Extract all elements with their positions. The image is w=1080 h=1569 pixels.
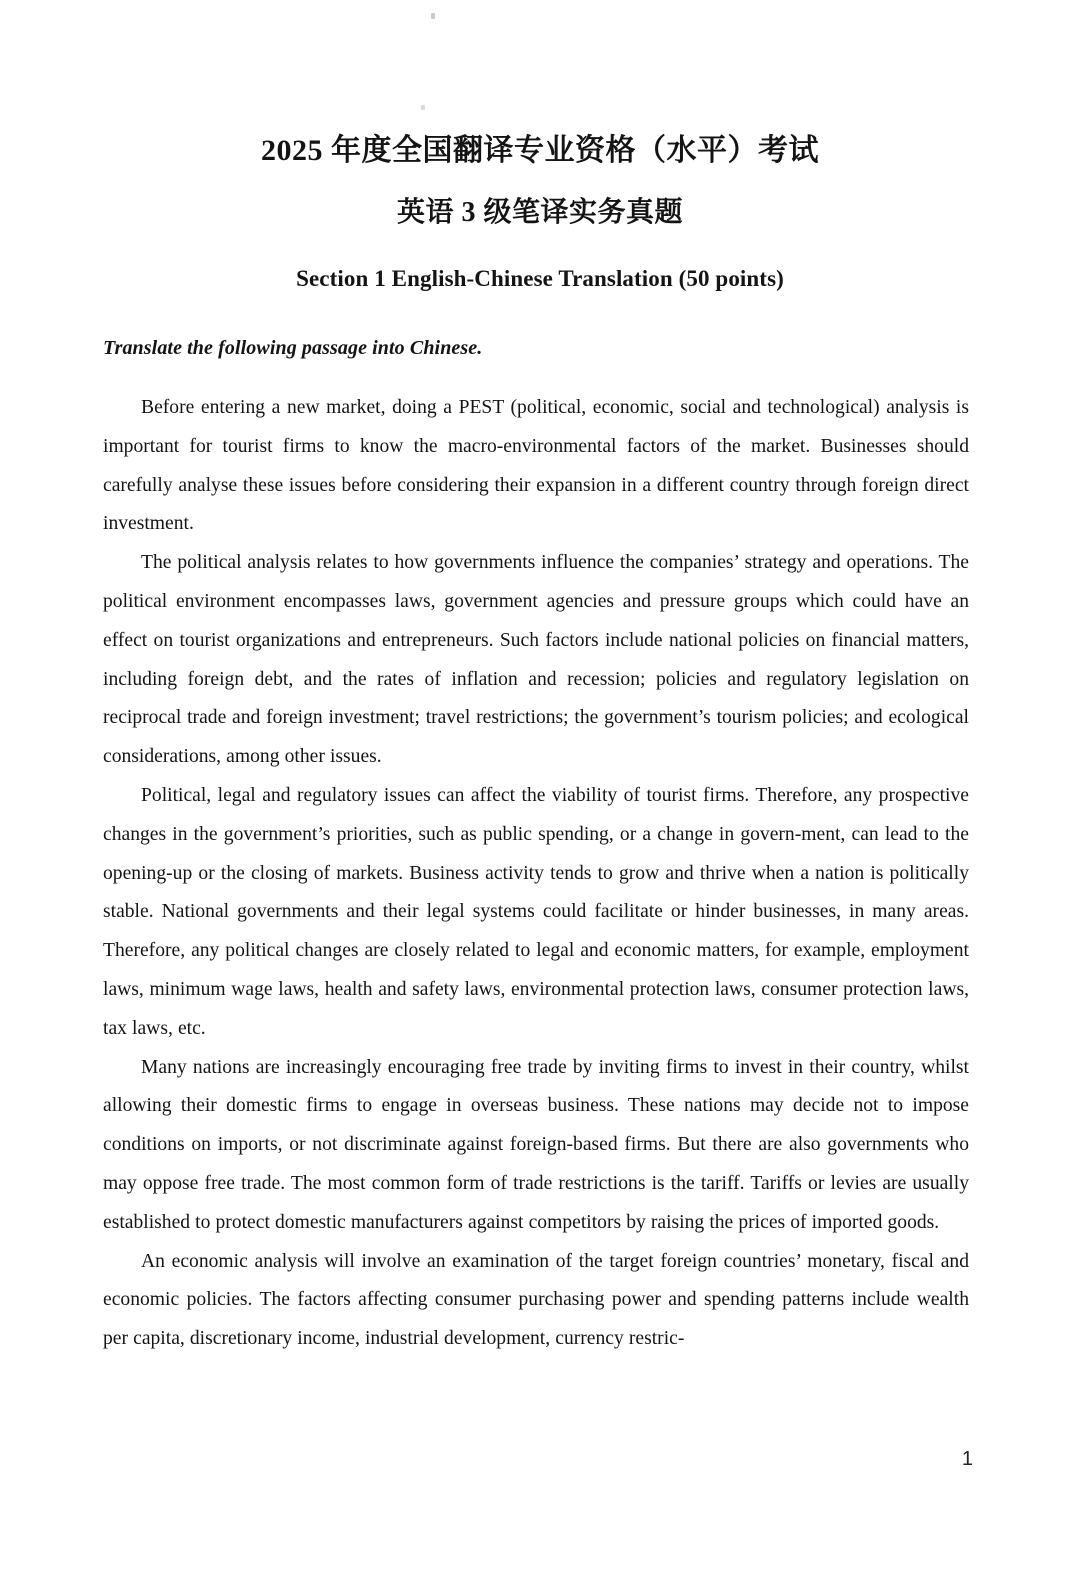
passage-paragraph: An economic analysis will involve an examination of the target foreign countries’ monetary, fiscal and economic policies. The factors affecting consumer purchasing power and spending patterns include wealth per capita, discretionary income, industrial development, currency restric- — [103, 1250, 969, 1350]
page-subtitle: 英语 3 级笔译实务真题 — [396, 197, 683, 229]
passage-paragraph: Many nations are increasingly encouraging free trade by inviting firms to invest in their country, whilst allowing their domestic firms to engage in overseas business. These nations may decide not to impose conditions on imports, or not discriminate against foreign-based firms. But there are also governments who may oppose free trade. The most common form of trade restrictions is the tariff. Tariffs or levies are usually established to protect domestic manufacturers against competitors by raising the prices of imported goods. — [103, 1056, 969, 1233]
scan-artifact-speck-icon — [421, 105, 425, 110]
passage-paragraph: Before entering a new market, doing a PEST (political, economic, social and technological) analysis is important for tourist firms to know the macro-environmental factors of the market. Businesses should carefully analyse these issues before considering their expansion in a different country through foreign direct investment. — [103, 397, 969, 535]
page-title-block — [0, 132, 1080, 294]
translation-instruction: Translate the following passage into Chinese. — [103, 337, 483, 359]
page-title: 2025 年度全国翻译专业资格（水平）考试 — [261, 134, 819, 167]
passage-paragraph: The political analysis relates to how governments influence the companies’ strategy and operations. The political environment encompasses laws, government agencies and pressure groups which could have an effect on tourist organizations and entrepreneurs. Such factors include national policies on financial matters, including foreign debt, and the rates of inflation and recession; policies and regulatory legislation on reciprocal trade and foreign investment; travel restrictions; the government’s tourism policies; and ecological considerations, among other issues. — [103, 552, 969, 768]
section-heading: Section 1 English-Chinese Translation (50 points) — [296, 265, 784, 291]
scan-artifact-speck-icon — [431, 13, 435, 19]
passage-body — [103, 389, 969, 1359]
passage-paragraph: Political, legal and regulatory issues can affect the viability of tourist firms. Therefore, any prospective changes in the government’s priorities, such as public spending, or a change in govern-ment, can lead to the opening-up or the closing of markets. Business activity tends to grow and thrive when a nation is politically stable. National governments and their legal systems could facilitate or hinder businesses, in many areas. Therefore, any political changes are closely related to legal and economic matters, for example, employment laws, minimum wage laws, health and safety laws, environmental protection laws, consumer protection laws, tax laws, etc. — [103, 784, 969, 1039]
page-number: 1 — [961, 1448, 973, 1470]
